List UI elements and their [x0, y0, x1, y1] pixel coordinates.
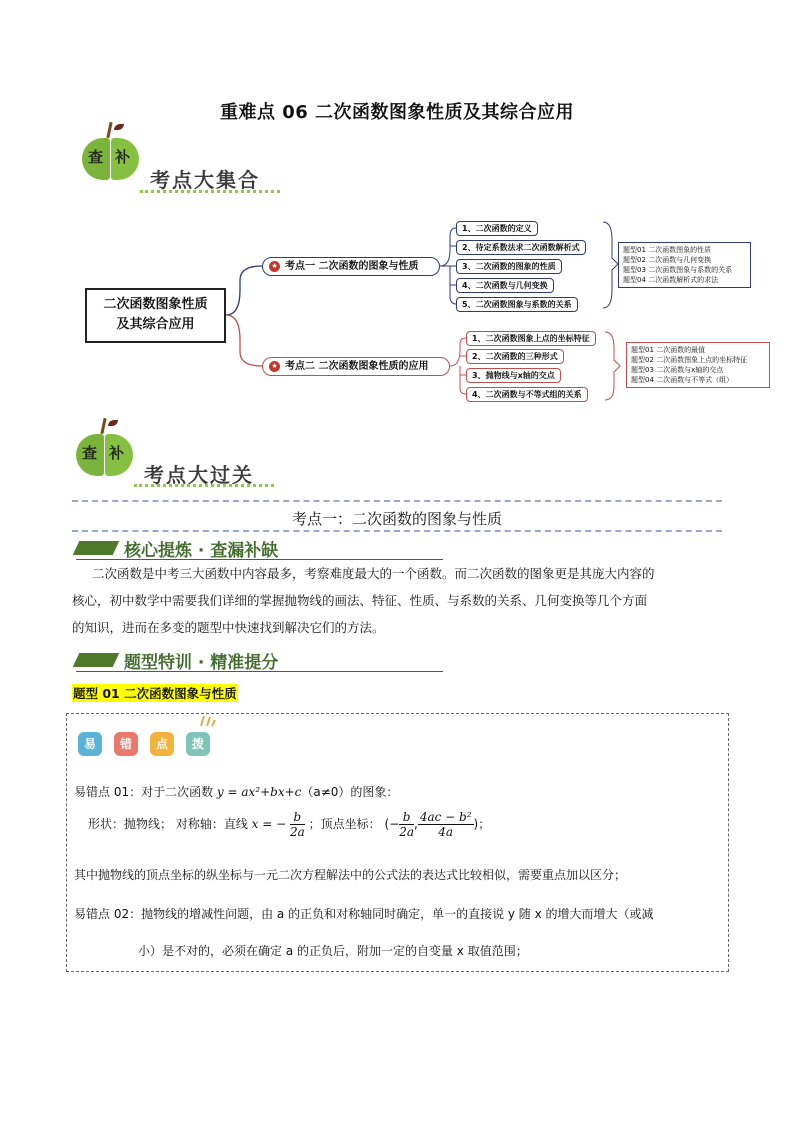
star-icon: ★ [269, 261, 280, 272]
para-line: 的知识，进而在多变的题型中快速找到解决它们的方法。 [72, 620, 385, 635]
kp1-label: 考点一 二次函数的图象与性质 [285, 261, 419, 272]
pitfall-01-condition: （a≠0）的图象： [301, 785, 399, 799]
type-item: 题型03 二次函数图象与系数的关系 [623, 266, 733, 274]
axis-lhs: x = − [251, 817, 287, 831]
apple-right-char: 补 [115, 148, 131, 166]
kp1-types-box [618, 242, 751, 288]
separator-top [72, 500, 722, 502]
section-bar-core [76, 539, 446, 561]
badge-char: 点 [150, 732, 174, 756]
kp1-item: 3、二次函数的图象的性质 [456, 259, 562, 274]
kp2-item: 3、抛物线与x轴的交点 [466, 368, 561, 383]
bar-label: 核心提炼 · 查漏补缺 [124, 541, 279, 561]
para-line: 二次函数是中考三大函数中内容最多，考察难度最大的一个函数。而二次函数的图象更是其庞大内容的 [92, 566, 655, 581]
type-item: 题型01 二次函数的最值 [631, 346, 706, 354]
kp2-item: 1、二次函数图象上点的坐标特征 [466, 331, 596, 346]
apple-right-char: 补 [109, 444, 125, 462]
vertex-x-fraction [399, 810, 414, 839]
section-tag-collection: 考点大集合 [150, 168, 260, 192]
type-item: 题型02 二次函数与几何变换 [623, 256, 712, 264]
fraction-denominator: 2a [399, 825, 415, 839]
badge-char: 拨 [186, 732, 210, 756]
separator-bottom [72, 530, 722, 532]
kp2-types-box [626, 342, 770, 388]
bar-label: 题型特训 · 精准提分 [124, 653, 279, 673]
kp2-node [262, 357, 450, 376]
pitfall-01-prefix: 易错点 01：对于二次函数 [74, 785, 217, 799]
pitfall-02-cont: 小）是不对的，必须在确定 a 的正负后，附加一定的自变量 x 取值范围； [138, 944, 528, 958]
dotted-underline [134, 484, 274, 487]
type-item: 题型01 二次函数图象的性质 [623, 246, 712, 254]
pitfall-02: 易错点 02：抛物线的增减性问题，由 a 的正负和对称轴同时确定，单一的直接说 y 随 x 的增大而增大（或减 [74, 907, 654, 921]
center-line-1: 二次函数图象性质 [103, 297, 208, 312]
kp1-node [262, 257, 440, 276]
quadratic-formula: y = ax²+bx+c [216, 785, 302, 799]
pitfall-note: 其中抛物线的顶点坐标的纵坐标与一元二次方程解法中的公式法的表达式比较相似，需要重点加以区分； [74, 868, 627, 882]
kp2-item: 2、二次函数的三种形式 [466, 349, 564, 364]
center-line-2: 及其综合应用 [116, 317, 195, 332]
mindmap-center [85, 288, 226, 343]
kp1-item: 5、二次函数图象与系数的关系 [456, 297, 578, 312]
section-tag-review: 考点大过关 [144, 463, 254, 487]
badge-char: 错 [114, 732, 138, 756]
type-item: 题型04 二次函数解析式的求法 [623, 276, 719, 284]
vertex-y-fraction [418, 810, 474, 839]
shape-line: 形状：抛物线； 对称轴：直线 x = − $\frac{b}{2a}$ ；顶点坐标： (− $\frac{b}{2a}$ , $\frac{\text{4ac − b²}}{4a}$ )； [88, 810, 491, 839]
fraction-denominator: 4a [438, 825, 454, 839]
shape-label: 形状：抛物线； 对称轴：直线 [88, 817, 248, 831]
type-item: 题型02 二次函数图象上点的坐标特征 [631, 356, 748, 364]
fraction-numerator: 4ac − b² [419, 810, 472, 824]
section-title: 考点一：二次函数的图象与性质 [291, 510, 502, 528]
fraction-numerator: b [290, 810, 305, 825]
kp1-item: 4、二次函数与几何变换 [456, 278, 554, 293]
apple-left-char: 查 [88, 148, 104, 166]
sparkle-icon [198, 713, 216, 727]
fraction-denominator: 2a [290, 825, 305, 839]
apple-logo [76, 428, 132, 478]
axis-fraction [290, 810, 305, 839]
star-icon: ★ [269, 361, 280, 372]
vertex-label: ；顶点坐标： [308, 817, 381, 831]
kp1-item: 2、待定系数法求二次函数解析式 [456, 240, 586, 255]
fraction-numerator: b [399, 810, 414, 825]
type-item: 题型03 二次函数与x轴的交点 [631, 366, 724, 374]
kp2-label: 考点二 二次函数图象性质的应用 [285, 361, 429, 372]
para-line: 核心，初中数学中需要我们详细的掌握抛物线的画法、特征、性质、与系数的关系、几何变换等几个方面 [72, 593, 648, 608]
type-item: 题型04 二次函数与不等式（组） [631, 376, 734, 384]
page-title: 重难点 06 二次函数图象性质及其综合应用 [219, 102, 575, 123]
kp2-item: 4、二次函数与不等式组的关系 [466, 387, 588, 402]
apple-left-char: 查 [82, 444, 98, 462]
pitfall-01 [74, 783, 398, 800]
section-bar-training [76, 651, 446, 673]
question-type-heading: 题型 01 二次函数图象与性质 [73, 686, 237, 701]
kp1-item: 1、二次函数的定义 [456, 221, 538, 236]
badge-char: 易 [78, 732, 102, 756]
intro-paragraph [72, 560, 724, 641]
